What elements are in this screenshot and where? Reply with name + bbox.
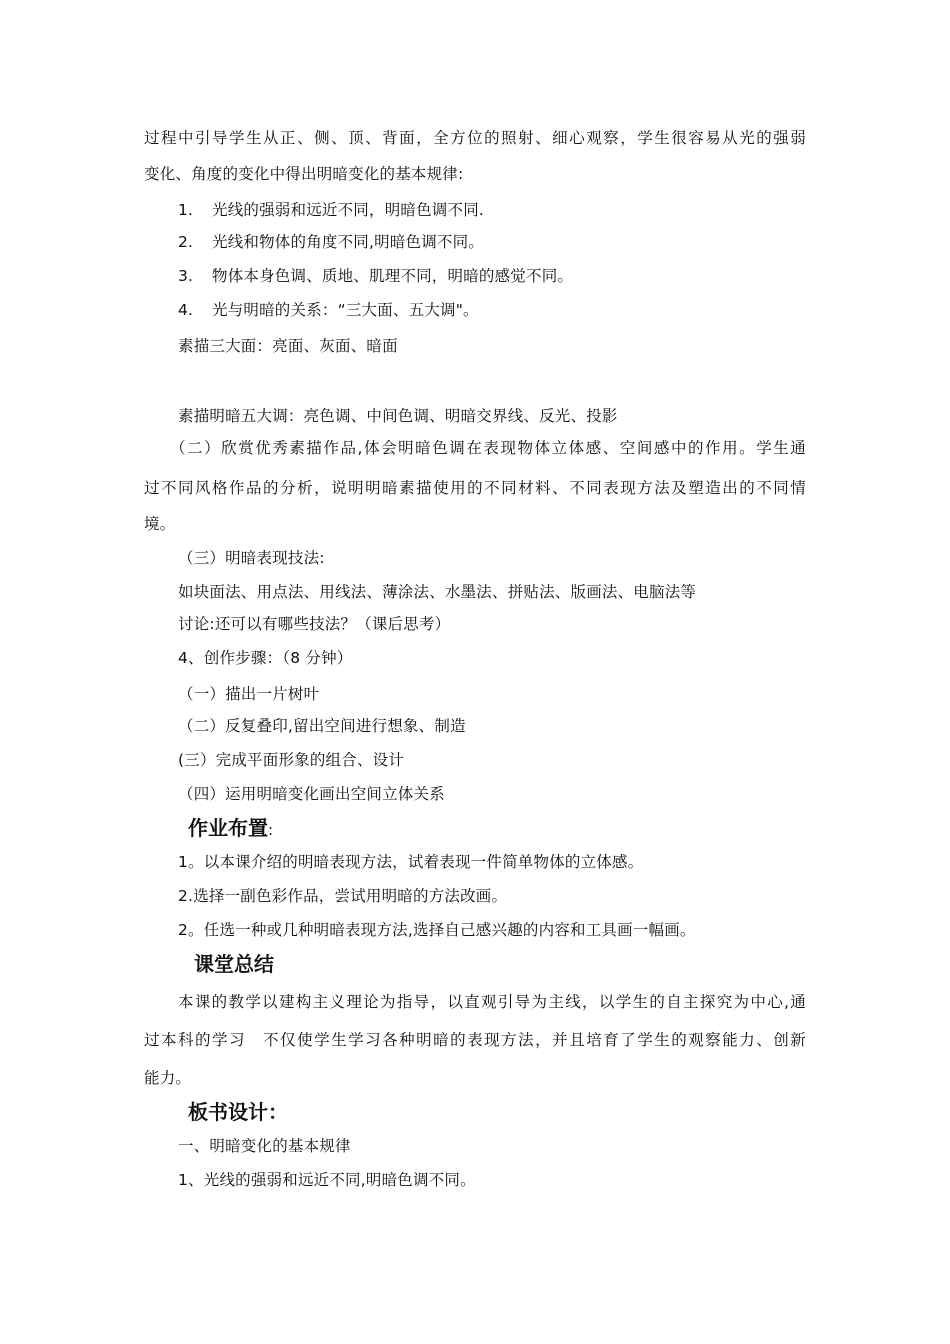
homework-colon: : <box>268 821 274 839</box>
three-faces-text: 素描三大面：亮面、灰面、暗面 <box>178 337 398 355</box>
rule-text: 光与明暗的关系：“三大面、五大调"。 <box>212 301 479 319</box>
section2-line-2: 过不同风格作品的分析，说明明暗素描使用的不同材料、不同表现方法及塑造出的不同情 <box>144 479 806 497</box>
step-item-1: （一）描出一片树叶 <box>178 685 320 703</box>
rule-item-1 <box>178 200 484 220</box>
board-item-2: 1、光线的强弱和远近不同,明暗色调不同。 <box>178 1171 476 1189</box>
homework-title: 作业布置 <box>188 816 268 840</box>
summary-line-2: 过本科的学习 不仅使学生学习各种明暗的表现方法，并且培育了学生的观察能力、创新 <box>144 1031 806 1049</box>
rule-number: 1. <box>178 201 194 219</box>
rule-text: 光线和物体的角度不同,明暗色调不同。 <box>212 233 485 251</box>
section3-discussion: 讨论:还可以有哪些技法？（课后思考） <box>178 615 451 633</box>
summary-line-3: 能力。 <box>144 1069 192 1087</box>
rule-item-4 <box>178 300 479 320</box>
rule-number: 4. <box>178 301 194 319</box>
homework-item-2: 2.选择一副色彩作品，尝试用明暗的方法改画。 <box>178 887 508 905</box>
rule-number: 2. <box>178 233 194 251</box>
section3-title: （三）明暗表现技法: <box>178 549 325 567</box>
intro-line-2: 变化、角度的变化中得出明暗变化的基本规律: <box>144 165 464 183</box>
board-item-1: 一、明暗变化的基本规律 <box>178 1137 351 1155</box>
section2-line-1: （二）欣赏优秀素描作品,体会明暗色调在表现物体立体感、空间感中的作用。学生通 <box>170 439 806 457</box>
rule-item-3 <box>178 266 573 286</box>
step-item-3: (三）完成平面形象的组合、设计 <box>178 751 405 769</box>
steps-title: 4、创作步骤：（8 分钟） <box>178 649 353 667</box>
five-tones-text: 素描明暗五大调：亮色调、中间色调、明暗交界线、反光、投影 <box>178 407 618 425</box>
rule-text: 物体本身色调、质地、肌理不同，明暗的感觉不同。 <box>212 267 574 285</box>
homework-item-1: 1。以本课介绍的明暗表现方法，试着表现一件简单物体的立体感。 <box>178 853 644 871</box>
rule-item-2 <box>178 232 484 252</box>
step-item-4: （四）运用明暗变化画出空间立体关系 <box>178 785 445 803</box>
intro-line-1: 过程中引导学生从正、侧、顶、背面，全方位的照射、细心观察，学生很容易从光的强弱 <box>144 129 806 147</box>
step-item-2: （二）反复叠印,留出空间进行想象、制造 <box>178 717 466 735</box>
rule-text: 光线的强弱和远近不同，明暗色调不同. <box>212 201 485 219</box>
summary-line-1: 本课的教学以建构主义理论为指导，以直观引导为主线，以学生的自主探究为中心,通 <box>178 993 806 1011</box>
section2-line-3: 境。 <box>144 515 176 533</box>
rule-number: 3. <box>178 267 194 285</box>
summary-heading: 课堂总结 <box>194 952 274 976</box>
homework-item-3: 2。任选一种或几种明暗表现方法,选择自己感兴趣的内容和工具画一幅画。 <box>178 921 696 939</box>
section3-methods: 如块面法、用点法、用线法、薄涂法、水墨法、拼贴法、版画法、电脑法等 <box>178 583 697 601</box>
board-design-heading: 板书设计： <box>188 1100 288 1124</box>
homework-heading <box>188 816 273 842</box>
